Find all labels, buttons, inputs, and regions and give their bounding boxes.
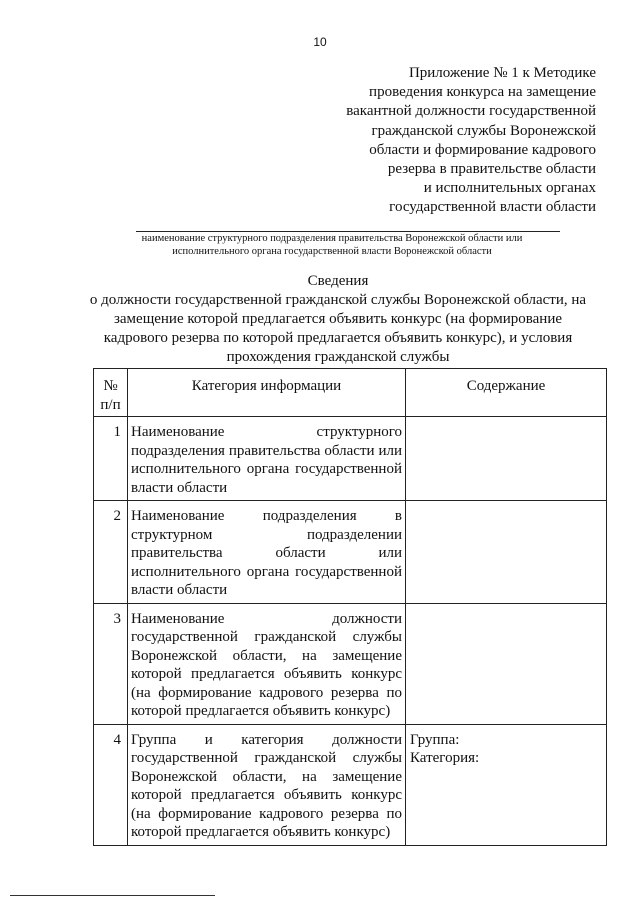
- row-category: Группа и категория должности государственной гражданской службы Воронежской области, на замещение которой предлагается объявить конкурс (на формирование кадрового резерва по которой предлагается объявить конкурс): [128, 724, 406, 845]
- document-heading: [70, 272, 606, 367]
- table-row: [94, 724, 607, 845]
- information-table: [93, 368, 607, 846]
- table-header-row: [94, 369, 607, 417]
- appendix-line: гражданской службы Воронежской: [371, 122, 596, 139]
- header-content: Содержание: [406, 369, 607, 417]
- row-number: 4: [94, 724, 128, 845]
- heading-line: замещение которой предлагается объявить конкурс (на формирование: [113, 311, 563, 327]
- appendix-line: вакантной должности государственной: [346, 103, 596, 120]
- appendix-line: проведения конкурса на замещение: [369, 84, 596, 101]
- table-row: [94, 603, 607, 724]
- heading-title: Сведения: [307, 273, 369, 289]
- row-content-field[interactable]: [406, 501, 607, 604]
- unit-name-caption: [92, 232, 572, 258]
- header-category: Категория информации: [128, 369, 406, 417]
- unit-caption-line: наименование структурного подразделения правительства Воронежской области или: [141, 233, 523, 244]
- footnote-rule: [10, 895, 215, 896]
- heading-line: о должности государственной гражданской службы Воронежской области, на: [89, 292, 587, 308]
- appendix-line: Приложение № 1 к Методике: [408, 65, 596, 81]
- heading-line: прохождения гражданской службы: [226, 349, 450, 365]
- row-content-field[interactable]: [406, 724, 607, 845]
- header-number-abbr: п/п: [100, 396, 121, 413]
- table-row: [94, 417, 607, 501]
- appendix-note: [326, 64, 596, 218]
- row-number: 3: [94, 603, 128, 724]
- page-number: 10: [313, 35, 327, 49]
- appendix-line: резерва в правительстве области: [387, 161, 596, 178]
- appendix-line: государственной власти области: [389, 199, 596, 216]
- row-category: Наименование структурного подразделения правительства области или исполнительного органа государственной власти области: [128, 417, 406, 501]
- row-number: 2: [94, 501, 128, 604]
- row-category: Наименование подразделения в структурном подразделении правительства области или исполнительного органа государственной власти области: [128, 501, 406, 604]
- header-number: [94, 369, 128, 417]
- row-content-field[interactable]: [406, 603, 607, 724]
- header-number-symbol: №: [103, 378, 118, 394]
- unit-caption-line: исполнительного органа государственной власти Воронежской области: [172, 246, 492, 257]
- content-group-label: Группа:: [410, 731, 460, 748]
- appendix-line: области и формирование кадрового: [369, 141, 596, 158]
- content-category-label: Категория:: [410, 750, 480, 766]
- heading-line: кадрового резерва по которой предлагается объявить конкурс), и условия: [103, 330, 573, 346]
- row-number: 1: [94, 417, 128, 501]
- row-category: Наименование должности государственной гражданской службы Воронежской области, на замещение которой предлагается объявить конкурс (на формирование кадрового резерва по которой предлагается объявить конкурс): [128, 603, 406, 724]
- table-row: [94, 501, 607, 604]
- appendix-line: и исполнительных органах: [423, 180, 596, 197]
- row-content-field[interactable]: [406, 417, 607, 501]
